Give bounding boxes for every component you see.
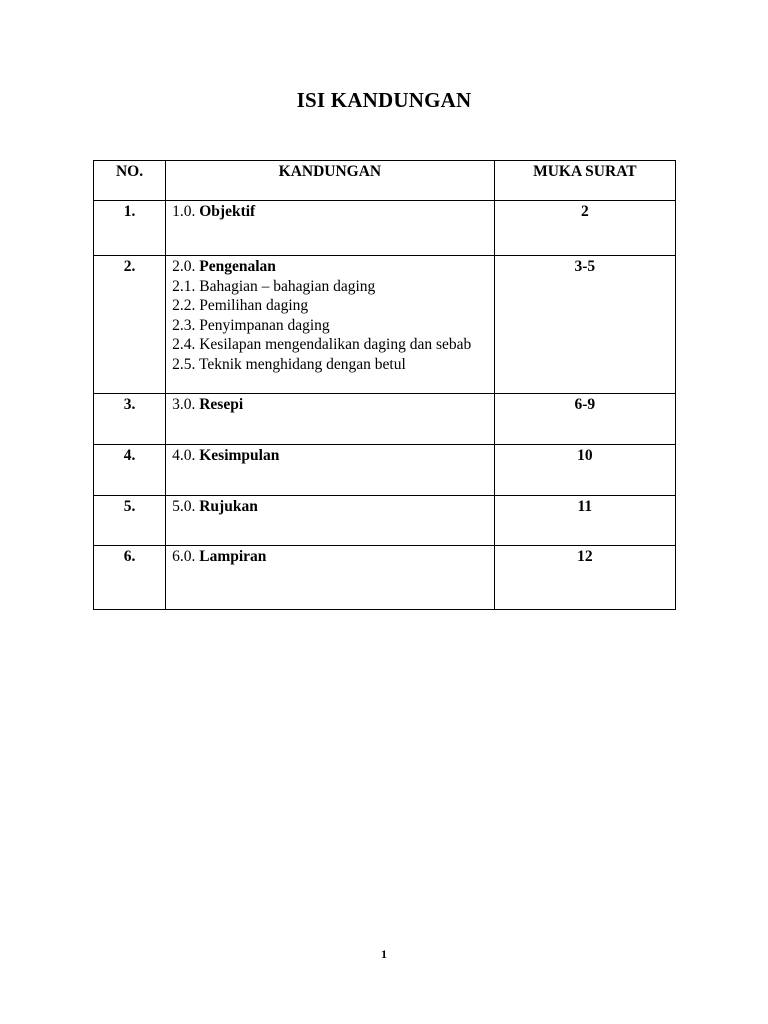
- section-title: Rujukan: [199, 498, 258, 515]
- row-no: 5.: [94, 496, 166, 546]
- section-number: 3.0.: [172, 396, 196, 413]
- table-of-contents: [93, 160, 676, 610]
- row-content: [166, 201, 495, 256]
- page-title: ISI KANDUNGAN: [296, 88, 472, 112]
- header-content: KANDUNGAN: [166, 161, 495, 201]
- row-no: 4.: [94, 445, 166, 496]
- row-no: 6.: [94, 546, 166, 610]
- section-title: Kesimpulan: [199, 447, 280, 464]
- table-row: [94, 546, 676, 610]
- section-title: Lampiran: [199, 548, 267, 565]
- row-no: 1.: [94, 201, 166, 256]
- row-page: 11: [494, 496, 675, 546]
- row-content: [166, 546, 495, 610]
- row-content: [166, 445, 495, 496]
- section-title: Resepi: [199, 396, 244, 413]
- sub-item: 2.4. Kesilapan mengendalikan daging dan sebab: [172, 336, 472, 353]
- sub-item: 2.3. Penyimpanan daging: [172, 316, 330, 334]
- section-number: 2.0.: [172, 258, 196, 275]
- table-row: [94, 496, 676, 546]
- section-title: Pengenalan: [199, 258, 276, 275]
- section-number: 1.0.: [172, 203, 196, 220]
- table-header-row: [94, 161, 676, 201]
- row-page: 3-5: [494, 256, 675, 394]
- row-content: [166, 394, 495, 445]
- row-page: 10: [494, 445, 675, 496]
- table-row: [94, 201, 676, 256]
- section-number: 4.0.: [172, 447, 196, 464]
- row-no: 2.: [94, 256, 166, 394]
- sub-item: 2.2. Pemilihan daging: [172, 297, 309, 314]
- row-page: 2: [494, 201, 675, 256]
- header-page: MUKA SURAT: [494, 161, 675, 201]
- row-no: 3.: [94, 394, 166, 445]
- sub-item: 2.1. Bahagian – bahagian daging: [172, 277, 376, 295]
- page-number: 1: [381, 947, 387, 961]
- section-title: Objektif: [199, 203, 256, 220]
- table-row: [94, 394, 676, 445]
- section-number: 5.0.: [172, 498, 196, 515]
- table-row: [94, 256, 676, 394]
- row-content: [166, 256, 495, 394]
- row-content: [166, 496, 495, 546]
- table-row: [94, 445, 676, 496]
- row-page: 6-9: [494, 394, 675, 445]
- row-page: 12: [494, 546, 675, 610]
- sub-item: 2.5. Teknik menghidang dengan betul: [172, 355, 406, 373]
- header-no: NO.: [94, 161, 166, 201]
- section-number: 6.0.: [172, 548, 196, 565]
